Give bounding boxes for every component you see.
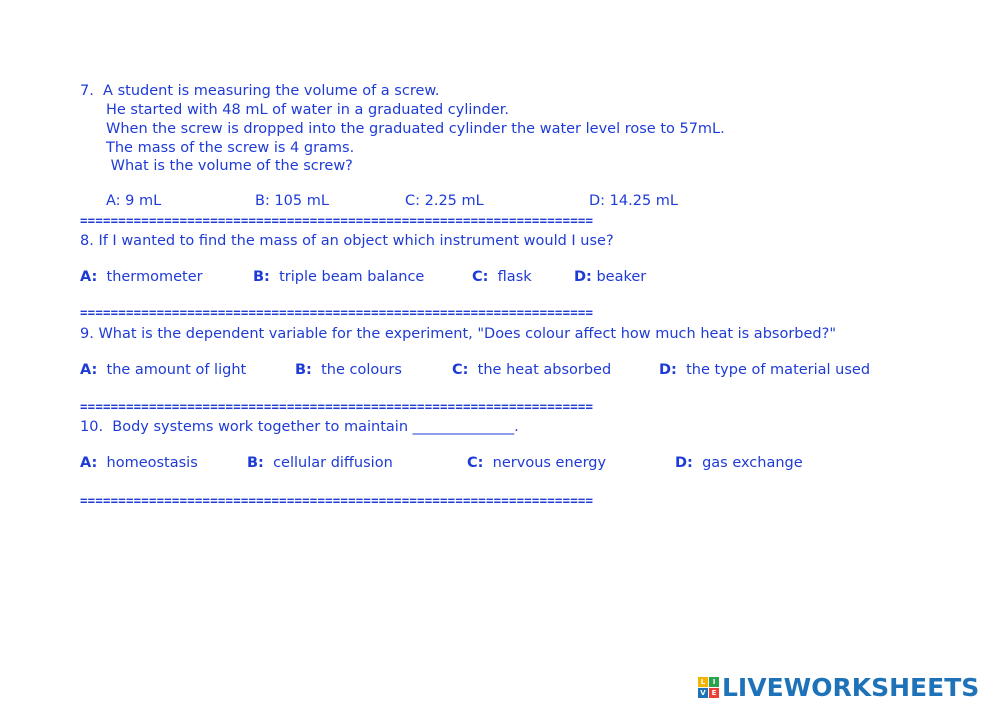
q7-option-b: B: 105 mL [255, 193, 329, 209]
q7-line-4: The mass of the screw is 4 grams. [106, 140, 355, 156]
q10-option-c: C: nervous energy [467, 455, 607, 471]
separator: =================================================================== [80, 306, 594, 320]
logo-block-v: V [698, 688, 708, 698]
q7-line-5: What is the volume of the screw? [106, 158, 353, 174]
q8-option-c: C: flask [472, 269, 532, 285]
q9-option-c: C: the heat absorbed [452, 362, 612, 378]
separator: =================================================================== [80, 214, 594, 228]
q10-question: 10. Body systems work together to maintain ______________. [80, 419, 519, 435]
logo-block-i: I [709, 677, 719, 687]
q7-line-3: When the screw is dropped into the graduated cylinder the water level rose to 57mL. [106, 121, 725, 137]
q7-line-2: He started with 48 mL of water in a graduated cylinder. [106, 102, 509, 118]
logo-block-e: E [709, 688, 719, 698]
q10-option-d: D: gas exchange [675, 455, 803, 471]
q7-option-c: C: 2.25 mL [405, 193, 484, 209]
q9-question: 9. What is the dependent variable for the experiment, "Does colour affect how much heat is absorbed?" [80, 326, 836, 342]
q7-line-1: 7. A student is measuring the volume of a screw. [80, 83, 440, 99]
separator: =================================================================== [80, 494, 594, 508]
separator: =================================================================== [80, 400, 594, 414]
q8-option-d: D: beaker [574, 269, 647, 285]
logo-block-l: L [698, 677, 708, 687]
q8-question: 8. If I wanted to find the mass of an object which instrument would I use? [80, 233, 614, 249]
q7-option-d: D: 14.25 mL [589, 193, 678, 209]
q8-option-a: A: thermometer [80, 269, 203, 285]
logo-blocks-icon [698, 677, 719, 698]
q10-option-a: A: homeostasis [80, 455, 198, 471]
q9-option-a: A: the amount of light [80, 362, 247, 378]
q10-option-b: B: cellular diffusion [247, 455, 393, 471]
brand-name: LIVEWORKSHEETS [722, 672, 980, 702]
q9-option-b: B: the colours [295, 362, 402, 378]
q8-option-b: B: triple beam balance [253, 269, 425, 285]
q7-option-a: A: 9 mL [106, 193, 162, 209]
liveworksheets-logo [698, 672, 979, 702]
q9-option-d: D: the type of material used [659, 362, 871, 378]
